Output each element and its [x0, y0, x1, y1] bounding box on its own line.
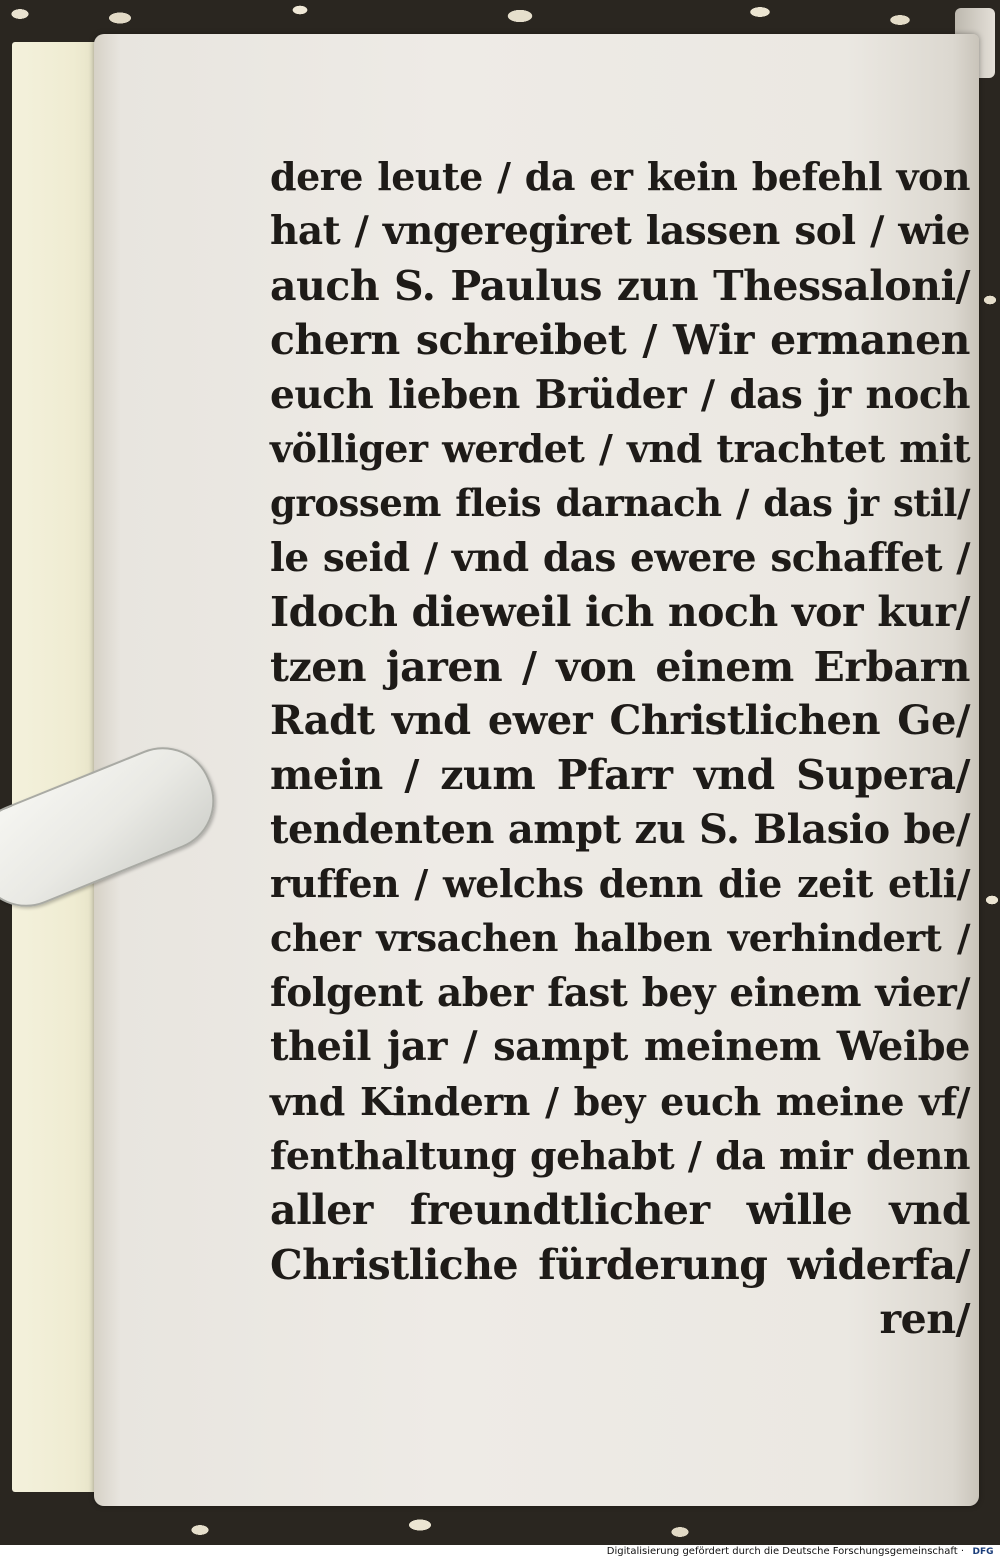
text-line: tendenten ampt zu S. Blasio be/: [270, 805, 970, 853]
footer-credit: Digitalisierung gefördert durch die Deutsche Forschungsgemeinschaft ·: [606, 1546, 964, 1557]
text-line: ruffen / welchs denn die zeit etli/: [270, 861, 970, 907]
dfg-logo-icon: DFG: [972, 1547, 994, 1557]
text-line: Idoch dieweil ich noch vor kur/: [270, 588, 970, 637]
catchword: ren/: [879, 1295, 970, 1344]
text-line: grossem fleis darnach / das jr stil/: [270, 481, 970, 526]
text-line: theil jar / sampt meinem Weibe: [270, 1023, 970, 1071]
text-line: vnd Kindern / bey euch meine vf/: [270, 1078, 970, 1124]
flyleaf: [12, 42, 100, 1492]
text-line: chern schreibet / Wir ermanen: [270, 316, 970, 365]
text-line: euch lieben Brüder / das jr noch: [270, 371, 970, 418]
text-line: auch S. Paulus zun Thessaloni/: [270, 261, 970, 310]
page-text: [270, 150, 970, 1347]
text-line: dere leute / da er kein befehl von: [270, 154, 970, 199]
footer-bar: [0, 1545, 1000, 1560]
text-line: aller freundtlicher wille vnd: [270, 1186, 970, 1235]
text-line: Christliche fürderung widerfa/: [270, 1240, 970, 1289]
text-line: folgent aber fast bey einem vier/: [270, 969, 970, 1016]
text-line: tzen jaren / von einem Erbarn: [270, 642, 970, 691]
text-line: Radt vnd ewer Christlichen Ge/: [270, 696, 970, 744]
text-line: le seid / vnd das ewere schaffet /: [270, 534, 970, 581]
text-line: fenthaltung gehabt / da mir denn: [270, 1133, 970, 1179]
text-line: hat / vngeregiret lassen sol / wie: [270, 208, 970, 255]
text-line: cher vrsachen halben verhindert /: [270, 916, 970, 961]
text-line: mein / zum Pfarr vnd Supera/: [270, 751, 970, 800]
text-line: völliger werdet / vnd trachtet mit: [270, 425, 970, 471]
